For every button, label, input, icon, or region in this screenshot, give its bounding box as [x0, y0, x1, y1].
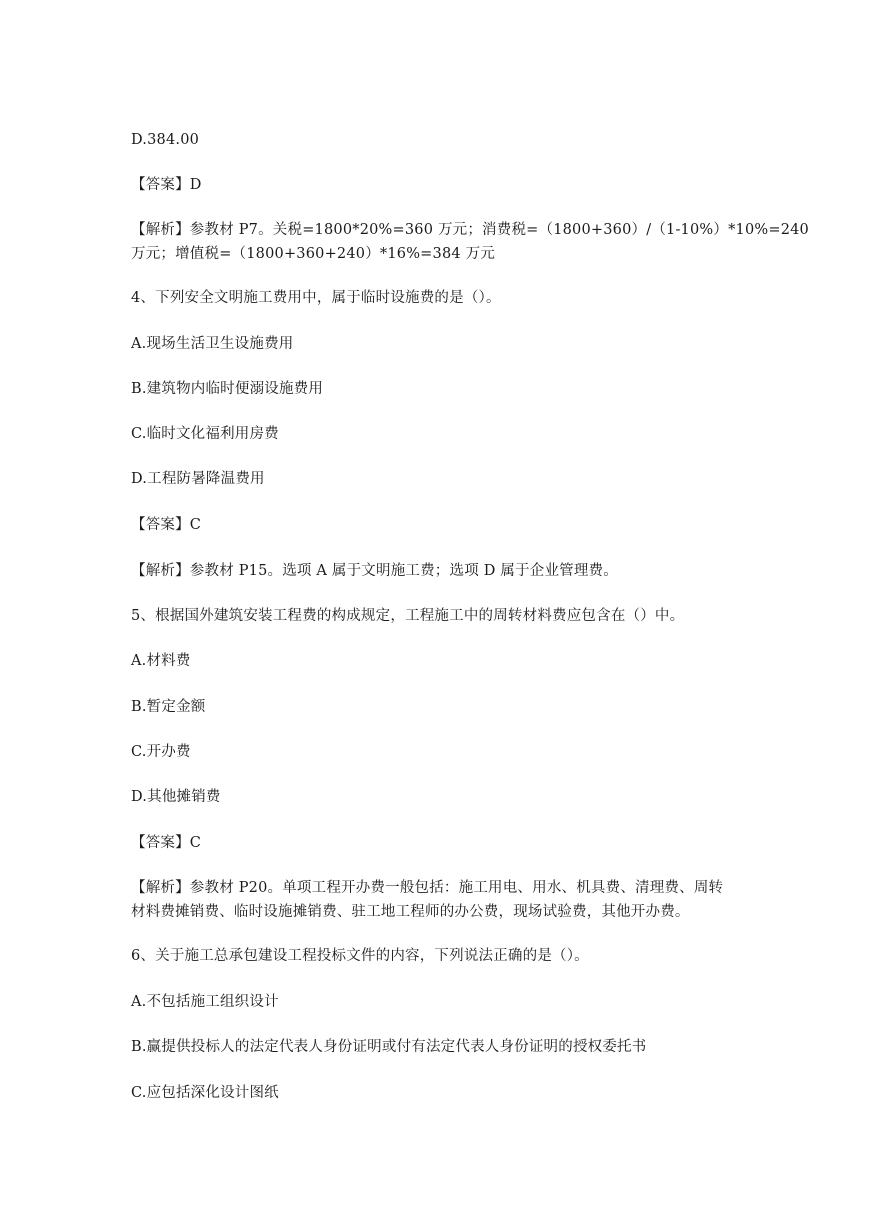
option-c-q4: C.临时文化福利用房费 — [131, 426, 279, 442]
answer-q4: 【答案】C — [131, 517, 202, 533]
question-4: 4、下列安全文明施工费用中，属于临时设施费的是（）。 — [131, 290, 501, 306]
option-b-q4: B.建筑物内临时便溺设施费用 — [131, 381, 324, 397]
option-d-q3: D.384.00 — [131, 132, 200, 148]
option-c-q5: C.开办费 — [131, 744, 191, 760]
question-5: 5、根据国外建筑安装工程费的构成规定，工程施工中的周转材料费应包含在（）中。 — [131, 608, 685, 624]
option-c-q6: C.应包括深化设计图纸 — [131, 1085, 279, 1101]
analysis-q5-line2: 材料费摊销费、临时设施摊销费、驻工地工程师的办公费，现场试验费，其他开办费。 — [131, 904, 690, 920]
analysis-q3-line2: 万元；增值税=（1800+360+240）*16%=384 万元 — [131, 246, 496, 262]
answer-q3: 【答案】D — [131, 177, 202, 193]
question-6: 6、关于施工总承包建设工程投标文件的内容，下列说法正确的是（）。 — [131, 948, 589, 964]
option-a-q6: A.不包括施工组织设计 — [131, 994, 279, 1010]
option-d-q4: D.工程防暑降温费用 — [131, 471, 265, 487]
analysis-q5-line1: 【解析】参教材 P20。单项工程开办费一般包括：施工用电、用水、机具费、清理费、周转 — [131, 880, 724, 896]
analysis-q4: 【解析】参教材 P15。选项 A 属于文明施工费；选项 D 属于企业管理费。 — [131, 563, 618, 579]
option-a-q5: A.材料费 — [131, 653, 191, 669]
analysis-q3-line1: 【解析】参教材 P7。关税=1800*20%=360 万元；消费税=（1800+360）/（1-10%）*10%=240 — [131, 222, 809, 238]
option-b-q5: B.暂定金额 — [131, 699, 206, 715]
option-d-q5: D.其他摊销费 — [131, 789, 221, 805]
option-b-q6: B.赢提供投标人的法定代表人身份证明或付有法定代表人身份证明的授权委托书 — [131, 1039, 647, 1055]
answer-q5: 【答案】C — [131, 835, 202, 851]
option-a-q4: A.现场生活卫生设施费用 — [131, 336, 294, 352]
